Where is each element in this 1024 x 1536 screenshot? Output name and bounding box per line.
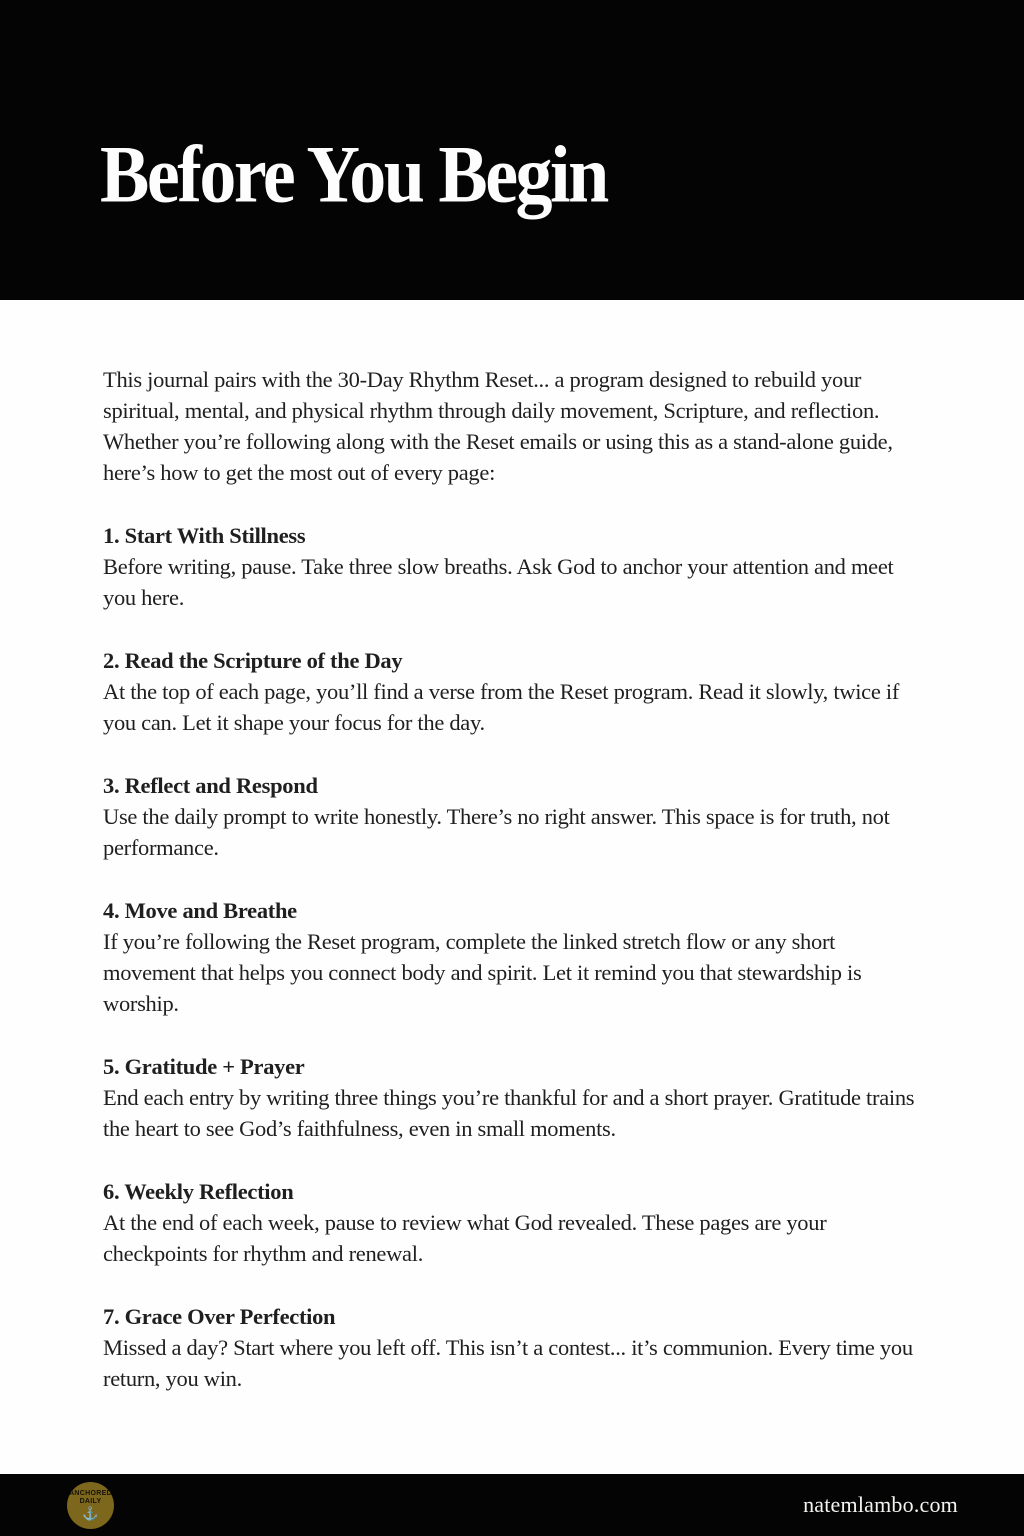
section-body: End each entry by writing three things you’re thankful for and a short prayer. Gratitude trains the heart to see God’s faithfulness, even in small moments. xyxy=(103,1085,915,1141)
website-url: natemlambo.com xyxy=(803,1492,958,1517)
section-body: At the top of each page, you’ll find a verse from the Reset program. Read it slowly, twice if you can. Let it shape your focus for the day. xyxy=(103,679,900,735)
anchor-icon: ⚓ xyxy=(82,1506,99,1521)
sections xyxy=(103,520,920,1394)
page-header-band xyxy=(0,0,1024,300)
section-body: At the end of each week, pause to review what God revealed. These pages are your checkpoints for rhythm and renewal. xyxy=(103,1210,827,1266)
section-heading: 6. Weekly Reflection xyxy=(103,1179,294,1204)
numbered-section xyxy=(103,1301,920,1394)
numbered-section xyxy=(103,520,920,613)
page-footer-band xyxy=(0,1474,1024,1536)
numbered-section xyxy=(103,645,920,738)
section-heading: 1. Start With Stillness xyxy=(103,523,306,548)
section-body: Before writing, pause. Take three slow breaths. Ask God to anchor your attention and meet you here. xyxy=(103,554,894,610)
section-heading: 3. Reflect and Respond xyxy=(103,773,318,798)
badge-text-line2: DAILY xyxy=(79,1498,102,1505)
section-body: Missed a day? Start where you left off. This isn’t a contest... it’s communion. Every time you return, you win. xyxy=(103,1335,913,1391)
numbered-section xyxy=(103,1176,920,1269)
section-heading: 7. Grace Over Perfection xyxy=(103,1304,336,1329)
section-body: If you’re following the Reset program, complete the linked stretch flow or any short movement that helps you connect body and spirit. Let it remind you that stewardship is worship. xyxy=(103,929,862,1016)
page-title: Before You Begin xyxy=(100,129,607,221)
numbered-section xyxy=(103,770,920,863)
section-body: Use the daily prompt to write honestly. There’s no right answer. This space is for truth, not performance. xyxy=(103,804,890,860)
numbered-section xyxy=(103,1051,920,1144)
intro-paragraph: This journal pairs with the 30-Day Rhythm Reset... a program designed to rebuild your spiritual, mental, and physical rhythm through daily movement, Scripture, and reflection. Whether you’re following along with the Reset emails or using this as a stand-alone guide, here’s how to get the most out of every page: xyxy=(103,367,893,485)
numbered-section xyxy=(103,895,920,1019)
section-heading: 5. Gratitude + Prayer xyxy=(103,1054,305,1079)
section-heading: 2. Read the Scripture of the Day xyxy=(103,648,403,673)
section-heading: 4. Move and Breathe xyxy=(103,898,297,923)
badge-text-line1: ANCHORED xyxy=(69,1490,112,1497)
anchored-daily-badge xyxy=(67,1482,114,1529)
page-body xyxy=(0,300,1024,1474)
